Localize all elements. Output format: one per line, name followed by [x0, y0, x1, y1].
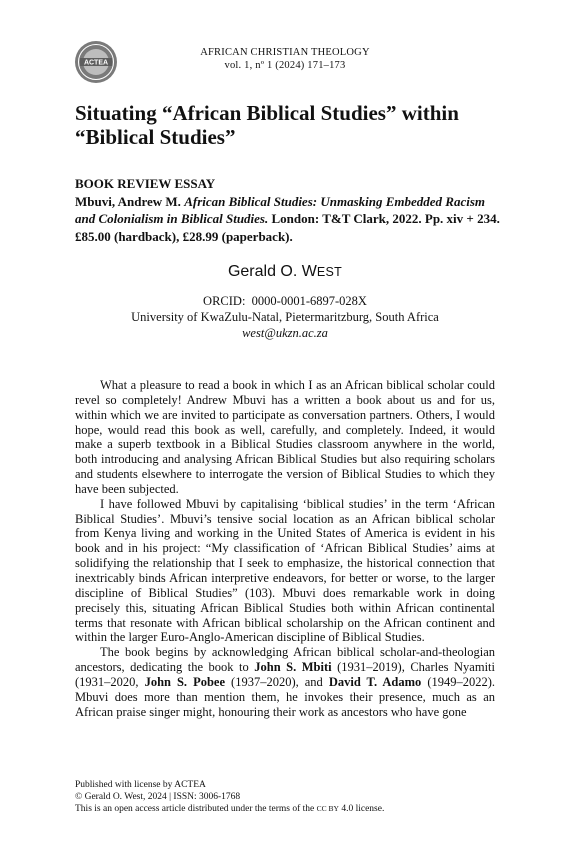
book-citation: [75, 193, 505, 246]
affiliation: University of KwaZulu-Natal, Pietermaritzburg, South Africa: [131, 310, 439, 324]
title-line-1: Situating “African Biblical Studies” within: [75, 101, 459, 125]
footer-license: [75, 803, 505, 816]
book-author: Mbuvi, Andrew M.: [75, 193, 185, 209]
book-publication: London: T&T Clark, 2022. Pp. xiv + 234. £85.00 (hardback), £28.99 (paperback).: [75, 211, 504, 244]
orcid-value[interactable]: 0000-0001-6897-028X: [251, 294, 367, 308]
license-cc-by[interactable]: CC BY: [316, 804, 339, 814]
article-title: [75, 101, 505, 149]
review-label: BOOK REVIEW ESSAY: [75, 176, 216, 191]
running-header: [150, 46, 420, 72]
paragraph-1: What a pleasure to read a book in which I as an African biblical scholar could revel so completely! Andrew Mbuvi has a written a book about us and for us, within which we are invited to participate as conversation partners. Others, I would hope, would read this book as well, carefully, and completely. Indeed, it would make a superb textbook in a Biblical Studies classroom anywhere in the world, both introducing and analysing African Biblical Studies but also requiring scholars and students elsewhere to interrogate the version of Biblical Studies to which they have been subjected.: [75, 378, 495, 496]
actea-logo: [74, 40, 118, 84]
p3-text-c: (1937–2020), and: [225, 674, 329, 689]
article-body: [75, 378, 495, 719]
book-review-heading: [75, 175, 505, 245]
p3-text-a: The book begins by acknowledging African biblical scholar-and-theologian ancestors, dedicating the book to: [75, 645, 495, 675]
journal-citation: vol. 1, nº 1 (2024) 171–173: [224, 60, 346, 71]
orcid-label: ORCID:: [203, 294, 246, 308]
ancestor-name-pobee: John S. Pobee: [144, 674, 226, 689]
paragraph-3: [75, 645, 495, 719]
footer-publisher: Published with license by ACTEA: [75, 780, 206, 790]
title-line-2: “Biblical Studies”: [75, 125, 236, 149]
author-affiliation-block: [75, 293, 495, 341]
journal-name: AFRICAN CHRISTIAN THEOLOGY: [200, 47, 370, 58]
license-footer: [75, 780, 505, 816]
author-name-small-caps: EST: [316, 265, 343, 279]
book-title: African Biblical Studies: Unmasking Embedded Racism and Colonialism in Biblical Studies.: [75, 193, 486, 226]
logo-text: ACTEA: [83, 59, 109, 67]
p3-text-b: (1931–2019), Charles Nyamiti (1931–2020,: [75, 660, 495, 689]
orcid-line: [75, 293, 495, 309]
actea-seal-icon: [74, 40, 118, 84]
footer-copyright: © Gerald O. West, 2024 | ISSN: 3006-1768: [75, 791, 241, 802]
license-version: 4.0 license.: [338, 804, 385, 815]
p3-text-d: (1949–2022). Mbuvi does more than mention them, he invokes their presence, much as an African praise singer might, honouring their work as ancestors who have gone: [75, 674, 496, 719]
author-name: [75, 263, 495, 281]
ancestor-name-mbiti: John S. Mbiti: [254, 660, 332, 675]
license-text: This is an open access article distributed under the terms of the: [75, 804, 317, 815]
author-email[interactable]: west@ukzn.ac.za: [242, 326, 328, 340]
author-name-main: Gerald O. W: [227, 263, 317, 280]
paragraph-2: I have followed Mbuvi by capitalising ‘biblical studies’ in the term ‘African Biblical Studies’. Mbuvi’s tensive social location as an African biblical scholar from Kenya living and working in the United States of America is evident in his book and in his project: “My classification of ‘African Biblical Studies’ aims at solidifying the relationship that I seek to emphasize, the historical connection that inextricably binds African interpretive endeavors, for better or worse, to the larger discipline of Biblical Studies” (103). Mbuvi does remarkable work in doing precisely this, situating African Biblical Studies both within African continental terms that resonate with African biblical scholarship on the African continent and within the larger Euro-Anglo-American discipline of Biblical Studies.: [75, 496, 495, 645]
ancestor-name-adamo: David T. Adamo: [328, 674, 422, 689]
